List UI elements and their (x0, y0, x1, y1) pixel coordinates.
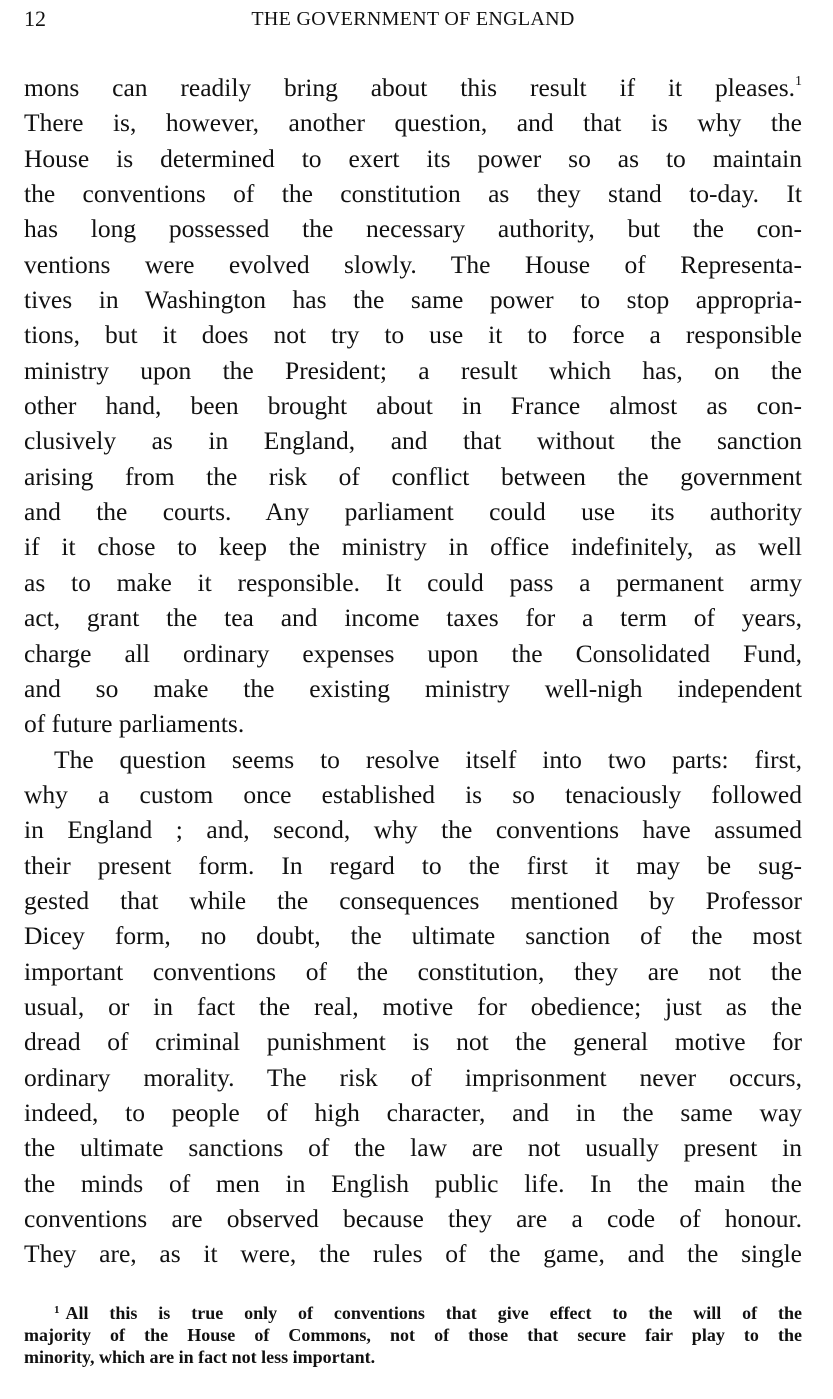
footnote-reference: 1 (795, 74, 802, 89)
body-text (24, 70, 802, 1272)
text-line: their present form. In regard to the first it may be sug- (24, 850, 802, 880)
text-line: act, grant the tea and income taxes for a term of years, (24, 603, 802, 633)
text-line: There is, however, another question, and that is why the (24, 108, 802, 138)
text-line: and the courts. Any parliament could use its authority (24, 497, 802, 527)
text-line: ministry upon the President; a result which has, on the (24, 355, 802, 385)
text-line: ordinary morality. The risk of imprisonment never occurs, (24, 1062, 802, 1092)
text-line: the minds of men in English public life. In the main the (24, 1168, 802, 1198)
text-line: and so make the existing ministry well-nigh independent (24, 673, 802, 703)
footnote (24, 1302, 802, 1368)
text-line: tions, but it does not try to use it to force a responsible (24, 320, 802, 350)
text-line: the ultimate sanctions of the law are not usually present in (24, 1133, 802, 1163)
footnote-marker: 1 (54, 1304, 60, 1316)
paragraph-first-line: The question seems to resolve itself into two parts: first, (54, 744, 802, 774)
text-line: House is determined to exert its power so as to maintain (24, 143, 802, 173)
footnote-line: majority of the House of Commons, not of those that secure fair play to the (24, 1325, 802, 1345)
text-line: dread of criminal punishment is not the general motive for (24, 1027, 802, 1057)
text-line: why a custom once established is so tenaciously followed (24, 779, 802, 809)
text-line: ventions were evolved slowly. The House of Representa- (24, 249, 802, 279)
text-line: if it chose to keep the ministry in office indefinitely, as well (24, 532, 802, 562)
text-line: They are, as it were, the rules of the game, and the single (24, 1239, 802, 1269)
text-line: as to make it responsible. It could pass a permanent army (24, 567, 802, 597)
running-title: THE GOVERNMENT OF ENGLAND (251, 8, 575, 30)
text-line: clusively as in England, and that without the sanction (24, 426, 802, 456)
page-number: 12 (24, 6, 46, 31)
text-line: usual, or in fact the real, motive for obedience; just as the (24, 991, 802, 1021)
text-line: tives in Washington has the same power to stop appropria- (24, 285, 802, 315)
text-line: indeed, to people of high character, and in the same way (24, 1097, 802, 1127)
running-head (24, 4, 802, 34)
text-line: mons can readily bring about this result if it pleases.$^1$ (24, 73, 802, 102)
text-line: Dicey form, no doubt, the ultimate sanction of the most (24, 921, 802, 951)
text-line: charge all ordinary expenses upon the Consolidated Fund, (24, 638, 802, 668)
footnote-line: minority, which are in fact not less important. (24, 1347, 376, 1367)
book-page (24, 0, 802, 1399)
text-line: other hand, been brought about in France almost as con- (24, 391, 802, 421)
text-line: important conventions of the constitution, they are not the (24, 956, 802, 986)
text-line: in England ; and, second, why the conventions have assumed (24, 815, 802, 845)
text-line: gested that while the consequences mentioned by Professor (24, 885, 802, 915)
text-line: of future parliaments. (24, 709, 245, 739)
text-line: the conventions of the constitution as they stand to-day. It (24, 179, 802, 209)
text-line: conventions are observed because they are a code of honour. (24, 1204, 802, 1233)
text-line: has long possessed the necessary authority, but the con- (24, 214, 802, 244)
footnote-line: $^1$ All this is true only of conventions that give effect to the will of the (54, 1303, 802, 1323)
text-line: arising from the risk of conflict between the government (24, 461, 802, 491)
